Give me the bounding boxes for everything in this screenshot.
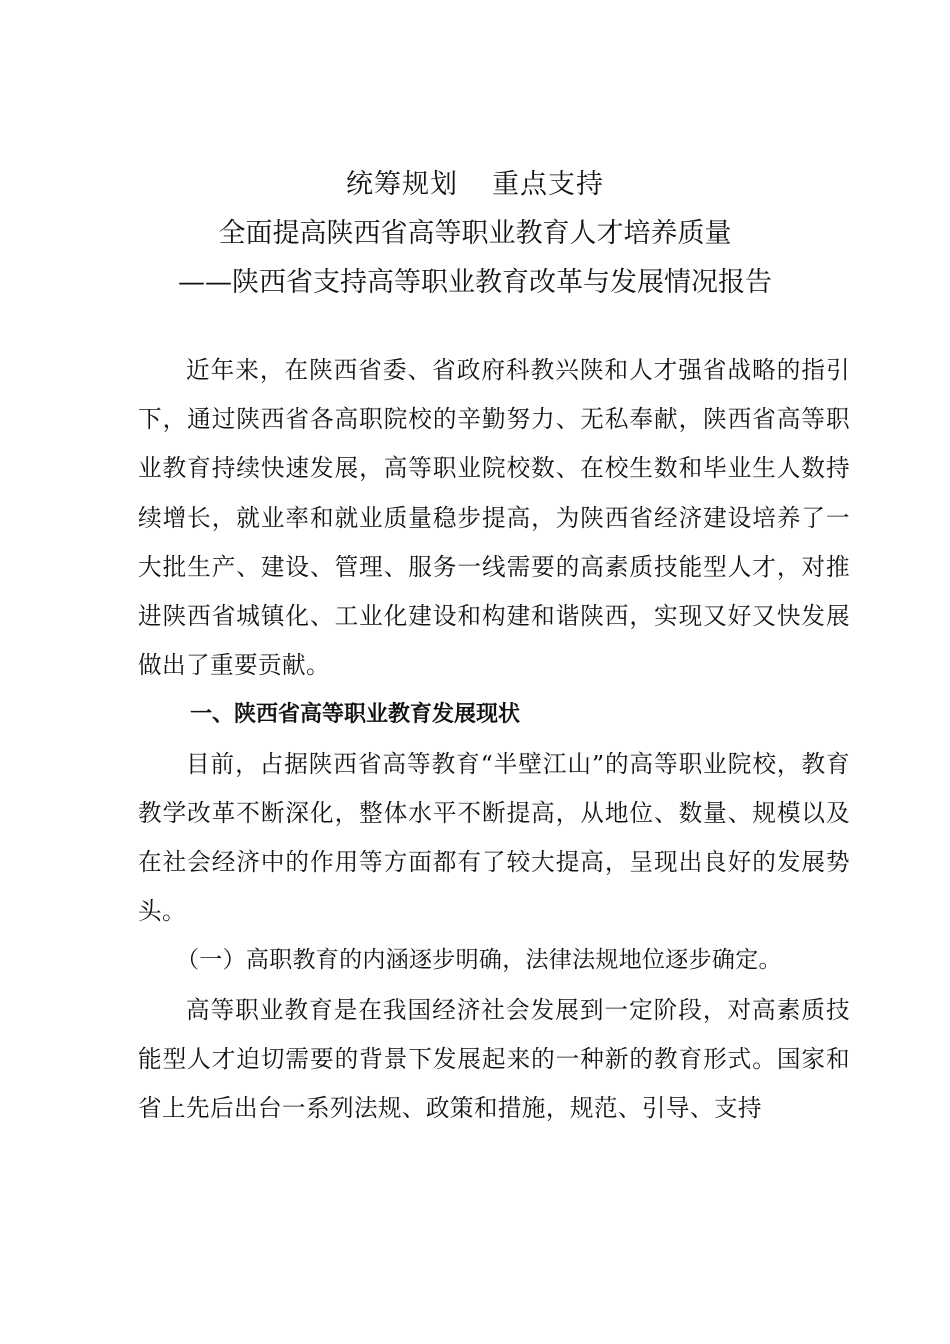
section-1-heading: 一、陕西省高等职业教育发展现状 <box>190 702 521 728</box>
section-1-paragraph: 目前，占据陕西省高等教育“半壁江山”的高等职业院校，教育教学改革不断深化，整体水平不断提高，从地位、数量、规模以及在社会经济中的作用等方面都有了较大提高，呈现出良好的发展势头。 <box>138 749 850 926</box>
document-body <box>138 346 850 1133</box>
title-line-1 <box>0 160 950 209</box>
intro-paragraph: 近年来，在陕西省委、省政府科教兴陕和人才强省战略的指引下，通过陕西省各高职院校的辛勤努力、无私奉献，陕西省高等职业教育持续快速发展，高等职业院校数、在校生数和毕业生人数持续增长，就业率和就业质量稳步提高，为陕西省经济建设培养了一大批生产、建设、管理、服务一线需要的高素质技能型人才，对推进陕西省城镇化、工业化建设和构建和谐陕西，实现又好又快发展做出了重要贡献。 <box>138 356 850 680</box>
title-line-1-part-1: 统筹规划 <box>346 169 458 200</box>
document-title <box>0 160 950 307</box>
subsection-1-paragraph: 高等职业教育是在我国经济社会发展到一定阶段，对高素质技能型人才迫切需要的背景下发展起来的一种新的教育形式。国家和省上先后出台一系列法规、政策和措施，规范、引导、支持 <box>138 995 850 1123</box>
title-line-3: ——陕西省支持高等职业教育改革与发展情况报告 <box>178 267 772 298</box>
title-line-2: 全面提高陕西省高等职业教育人才培养质量 <box>218 218 732 249</box>
subsection-1-heading: （一）高职教育的内涵逐步明确，法律法规地位逐步确定。 <box>176 947 782 974</box>
title-line-1-part-2: 重点支持 <box>492 169 604 200</box>
